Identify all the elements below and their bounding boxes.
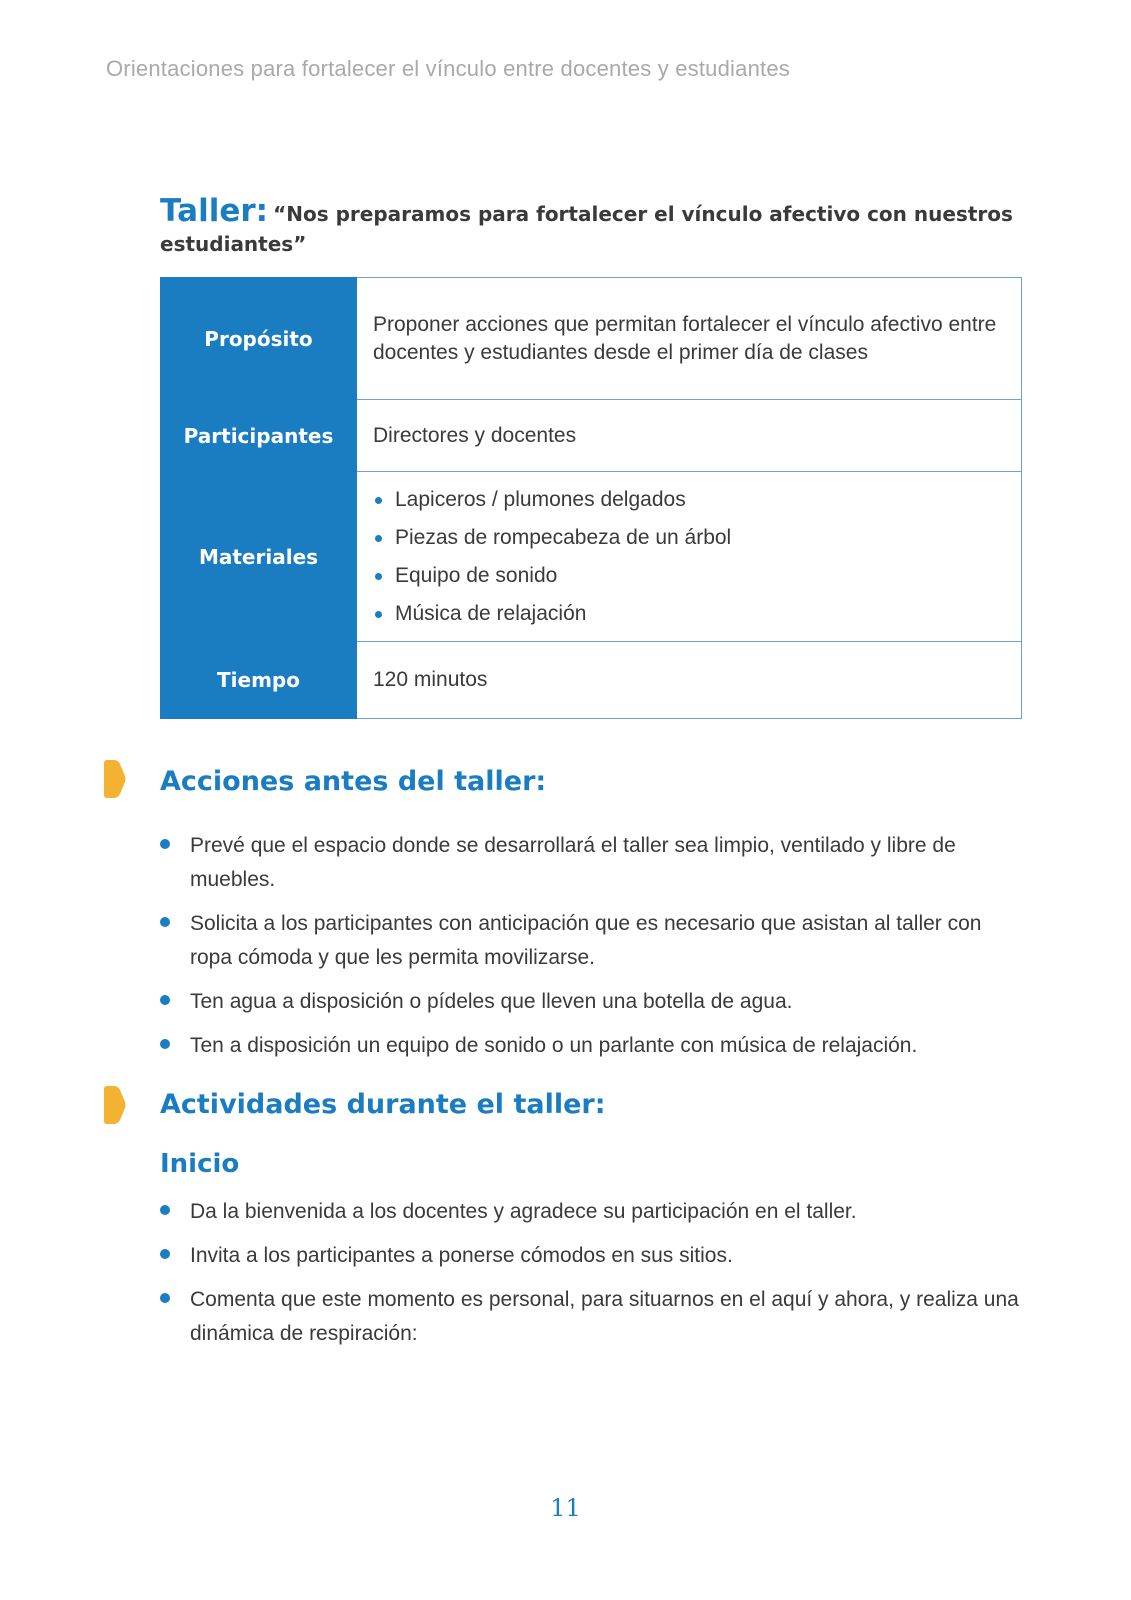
- table-row: [161, 400, 1022, 472]
- time-header: Tiempo: [161, 642, 357, 719]
- page-number: 11: [550, 1494, 581, 1522]
- table-row: [161, 278, 1022, 400]
- list-item: [373, 519, 1005, 557]
- during-workshop-heading: Actividades durante el taller:: [160, 1089, 606, 1120]
- workshop-info-table: [160, 277, 1022, 719]
- before-workshop-heading: Acciones antes del taller:: [160, 766, 547, 797]
- workshop-title-quote: “Nos preparamos para fortalecer el vínculo afectivo con nuestros estudiantes”: [160, 202, 1013, 256]
- purpose-value: Proponer acciones que permitan fortalecer el vínculo afectivo entre docentes y estudiantes desde el primer día de clases: [357, 278, 1022, 400]
- list-item-text: Solicita a los participantes con anticipación que es necesario que asistan al taller con ropa cómoda y que les permita movilizarse.: [190, 912, 982, 969]
- list-item: [160, 1239, 1022, 1273]
- list-item-text: Lapiceros / plumones delgados: [395, 487, 686, 511]
- time-value: 120 minutos: [357, 642, 1022, 719]
- bullet-icon: [375, 573, 382, 580]
- list-item: [373, 595, 1005, 633]
- list-item-text: Ten agua a disposición o pídeles que lleven una botella de agua.: [190, 990, 793, 1013]
- bullet-icon: [160, 1293, 170, 1303]
- list-item-text: Comenta que este momento es personal, para situarnos en el aquí y ahora, y realiza una dinámica de respiración:: [190, 1288, 1019, 1345]
- table-row: [161, 642, 1022, 719]
- list-item-text: Ten a disposición un equipo de sonido o un parlante con música de relajación.: [190, 1034, 918, 1057]
- section-marker-icon: [104, 1086, 126, 1124]
- list-item: [160, 1283, 1022, 1351]
- list-item: [160, 1029, 1022, 1063]
- purpose-header: Propósito: [161, 278, 357, 400]
- bullet-icon: [160, 917, 170, 927]
- during-workshop-list: [160, 1195, 1022, 1361]
- list-item: [160, 829, 1022, 897]
- list-item-text: Piezas de rompecabeza de un árbol: [395, 525, 732, 549]
- participants-value: Directores y docentes: [357, 400, 1022, 472]
- before-workshop-list: [160, 829, 1022, 1073]
- list-item: [160, 907, 1022, 975]
- bullet-icon: [160, 1039, 170, 1049]
- table-row: [161, 472, 1022, 642]
- section-marker-icon: [104, 760, 126, 798]
- list-item-text: Equipo de sonido: [395, 563, 558, 587]
- list-item-text: Música de relajación: [395, 601, 587, 625]
- workshop-title-label: Taller:: [160, 193, 269, 229]
- running-header: Orientaciones para fortalecer el vínculo entre docentes y estudiantes: [106, 56, 790, 81]
- bullet-icon: [160, 1205, 170, 1215]
- start-subheading: Inicio: [160, 1149, 240, 1179]
- list-item: [373, 557, 1005, 595]
- bullet-icon: [160, 995, 170, 1005]
- list-item-text: Da la bienvenida a los docentes y agradece su participación en el taller.: [190, 1200, 857, 1223]
- bullet-icon: [160, 1249, 170, 1259]
- workshop-title: [160, 193, 1020, 260]
- list-item: [160, 985, 1022, 1019]
- materials-list: [373, 481, 1005, 633]
- list-item: [373, 481, 1005, 519]
- participants-header: Participantes: [161, 400, 357, 472]
- bullet-icon: [375, 535, 382, 542]
- list-item-text: Invita a los participantes a ponerse cómodos en sus sitios.: [190, 1244, 733, 1267]
- list-item-text: Prevé que el espacio donde se desarrollará el taller sea limpio, ventilado y libre de muebles.: [190, 834, 956, 891]
- bullet-icon: [375, 611, 382, 618]
- bullet-icon: [375, 497, 382, 504]
- materials-header: Materiales: [161, 472, 357, 642]
- materials-value: [357, 472, 1022, 642]
- list-item: [160, 1195, 1022, 1229]
- bullet-icon: [160, 839, 170, 849]
